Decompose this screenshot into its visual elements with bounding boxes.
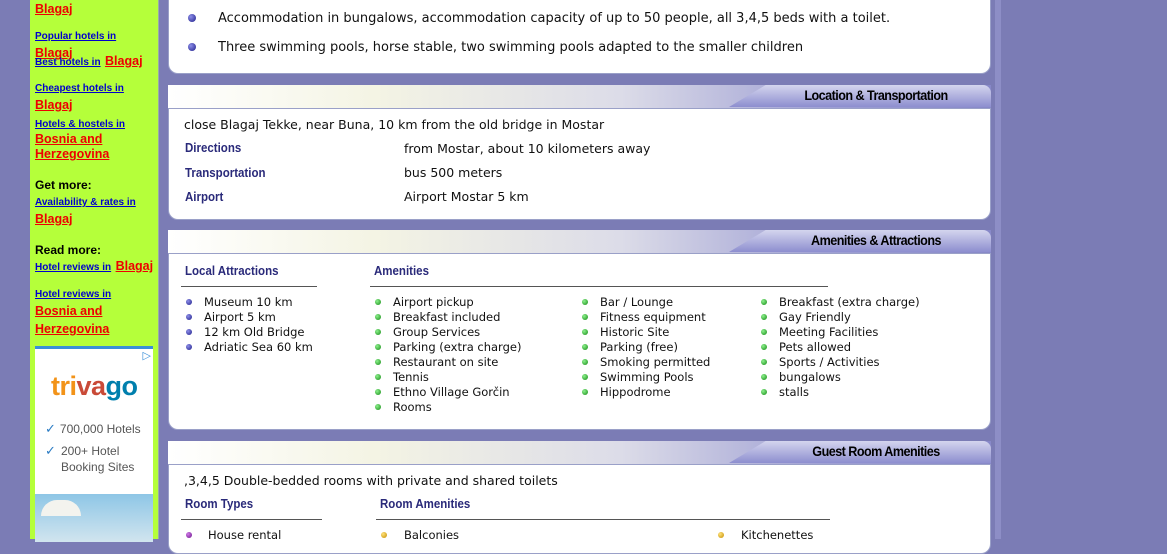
- checkmark-icon: ✓: [45, 421, 56, 436]
- bullet-icon: [375, 344, 381, 350]
- local-item: Museum 10 km: [186, 295, 293, 309]
- bullet-icon: [582, 344, 588, 350]
- bullet-icon: [188, 14, 196, 22]
- bullet-icon: [186, 532, 192, 538]
- bullet-icon: [761, 299, 767, 305]
- sidebar-link-top[interactable]: [35, 0, 157, 18]
- bullet-icon: [582, 314, 588, 320]
- bullet-icon: [375, 314, 381, 320]
- amenity-item: Swimming Pools: [582, 370, 694, 384]
- bullet-icon: [582, 299, 588, 305]
- amenities-title: Amenities & Attractions: [811, 232, 941, 248]
- local-item: Adriatic Sea 60 km: [186, 340, 313, 354]
- sidebar-link-reviews2[interactable]: [35, 284, 157, 338]
- sidebar-link-availability-big[interactable]: Blagaj: [35, 212, 73, 226]
- sidebar-link-hostels-big[interactable]: Bosnia and Herzegovina: [35, 132, 110, 161]
- sidebar-link-hostels-small[interactable]: Hotels & hostels in: [35, 119, 126, 130]
- amenity-item: Parking (free): [582, 340, 678, 354]
- sidebar-link-best[interactable]: [35, 52, 157, 70]
- amenity-item: stalls: [761, 385, 809, 399]
- amenity-item: Rooms: [375, 400, 432, 414]
- local-attractions-divider: [181, 286, 317, 287]
- transportation-value: bus 500 meters: [404, 165, 503, 180]
- intro-bullet-2: Three swimming pools, horse stable, two swimming pools adapted to the smaller children: [188, 40, 803, 55]
- amenity-item: Tennis: [375, 370, 429, 384]
- amenity-item: Parking (extra charge): [375, 340, 521, 354]
- get-more-section: [35, 178, 157, 228]
- sidebar-link-availability-small[interactable]: Availability & rates in: [35, 197, 136, 208]
- airport-label: Airport: [185, 190, 224, 204]
- amenity-item: Group Services: [375, 325, 480, 339]
- bullet-icon: [188, 43, 196, 51]
- bullet-icon: [381, 532, 387, 538]
- rooms-summary: ,3,4,5 Double-bedded rooms with private and shared toilets: [184, 473, 558, 488]
- bullet-icon: [375, 404, 381, 410]
- amenity-item: Pets allowed: [761, 340, 851, 354]
- sidebar-link-cheapest-small[interactable]: Cheapest hotels in: [35, 83, 124, 94]
- amenity-item: Breakfast (extra charge): [761, 295, 920, 309]
- amenity-item: Restaurant on site: [375, 355, 498, 369]
- bullet-icon: [718, 532, 724, 538]
- ad-feature-2: ✓ 200+ Hotel Booking Sites: [45, 443, 135, 474]
- room-type-item: House rental: [186, 528, 281, 542]
- amenity-item: Smoking permitted: [582, 355, 710, 369]
- bullet-icon: [761, 389, 767, 395]
- bullet-icon: [375, 374, 381, 380]
- ad-feature-1: ✓ 700,000 Hotels: [45, 421, 141, 436]
- amenities-heading: Amenities: [374, 264, 429, 278]
- sidebar-link-best-big[interactable]: Blagaj: [105, 54, 143, 68]
- amenity-item: Gay Friendly: [761, 310, 851, 324]
- room-types-divider: [181, 519, 322, 520]
- room-amenities-divider: [376, 519, 830, 520]
- bullet-icon: [582, 359, 588, 365]
- read-more-heading: Read more:: [35, 243, 102, 257]
- directions-label: Directions: [185, 141, 242, 155]
- amenities-divider: [370, 286, 828, 287]
- bullet-icon: [761, 314, 767, 320]
- amenity-item: Historic Site: [582, 325, 669, 339]
- sidebar-link-cheapest-big[interactable]: Blagaj: [35, 98, 73, 112]
- bullet-icon: [186, 314, 192, 320]
- amenity-item: Fitness equipment: [582, 310, 706, 324]
- sidebar-link-best-small[interactable]: Best hotels in: [35, 57, 101, 68]
- sidebar-link-top-label[interactable]: Blagaj: [35, 2, 73, 16]
- sidebar-link-reviews2-big[interactable]: Bosnia and Herzegovina: [35, 304, 110, 336]
- amenity-item: Bar / Lounge: [582, 295, 673, 309]
- local-attractions-heading: Local Attractions: [185, 264, 279, 278]
- sidebar-link-popular-small[interactable]: Popular hotels in: [35, 31, 117, 42]
- bullet-icon: [761, 344, 767, 350]
- amenity-item: Ethno Village Gorčin: [375, 385, 510, 399]
- get-more-heading: Get more:: [35, 178, 92, 192]
- sidebar-link-cheapest[interactable]: [35, 78, 157, 114]
- room-amenity-item: Kitchenettes: [718, 528, 813, 542]
- bullet-icon: [375, 359, 381, 365]
- sidebar-link-popular-big[interactable]: Blagaj: [35, 46, 73, 60]
- bullet-icon: [582, 374, 588, 380]
- amenity-item: Breakfast included: [375, 310, 500, 324]
- trivago-logo: trivago: [51, 371, 138, 401]
- sidebar-link-reviews2-small[interactable]: Hotel reviews in: [35, 289, 112, 300]
- bullet-icon: [186, 299, 192, 305]
- bullet-icon: [375, 389, 381, 395]
- bullet-icon: [761, 359, 767, 365]
- amenity-item: Meeting Facilities: [761, 325, 878, 339]
- bullet-icon: [761, 374, 767, 380]
- amenity-item: Hippodrome: [582, 385, 671, 399]
- checkmark-icon: ✓: [45, 443, 56, 458]
- location-summary: close Blagaj Tekke, near Buna, 10 km from the old bridge in Mostar: [184, 117, 605, 132]
- bullet-icon: [375, 329, 381, 335]
- amenity-item: Sports / Activities: [761, 355, 880, 369]
- trivago-ad[interactable]: [35, 346, 153, 542]
- location-title: Location & Transportation: [804, 87, 948, 103]
- bullet-icon: [582, 329, 588, 335]
- local-item: Airport 5 km: [186, 310, 276, 324]
- directions-value: from Mostar, about 10 kilometers away: [404, 141, 651, 156]
- right-border-strip: [995, 0, 1001, 539]
- bullet-icon: [582, 389, 588, 395]
- amenity-item: bungalows: [761, 370, 841, 384]
- bullet-icon: [186, 329, 192, 335]
- rooms-title: Guest Room Amenities: [812, 443, 940, 459]
- read-more-section: [35, 243, 157, 275]
- airport-value: Airport Mostar 5 km: [404, 189, 529, 204]
- intro-bullet-1: Accommodation in bungalows, accommodation capacity of up to 50 people, all 3,4,5 beds with a toilet.: [188, 11, 890, 26]
- bullet-icon: [375, 299, 381, 305]
- transportation-label: Transportation: [185, 166, 266, 180]
- sidebar-link-hostels[interactable]: [35, 114, 157, 163]
- sidebar-link-reviews1-big[interactable]: Blagaj: [115, 259, 154, 273]
- ad-image: [35, 494, 153, 542]
- room-amenities-heading: Room Amenities: [380, 497, 471, 511]
- amenity-item: Airport pickup: [375, 295, 474, 309]
- room-types-heading: Room Types: [185, 497, 254, 511]
- local-item: 12 km Old Bridge: [186, 325, 305, 339]
- room-amenity-item: Balconies: [381, 528, 459, 542]
- adchoices-icon[interactable]: ▷: [142, 349, 151, 362]
- bullet-icon: [186, 344, 192, 350]
- sidebar-link-reviews1-small[interactable]: Hotel reviews in: [35, 262, 112, 273]
- bullet-icon: [761, 329, 767, 335]
